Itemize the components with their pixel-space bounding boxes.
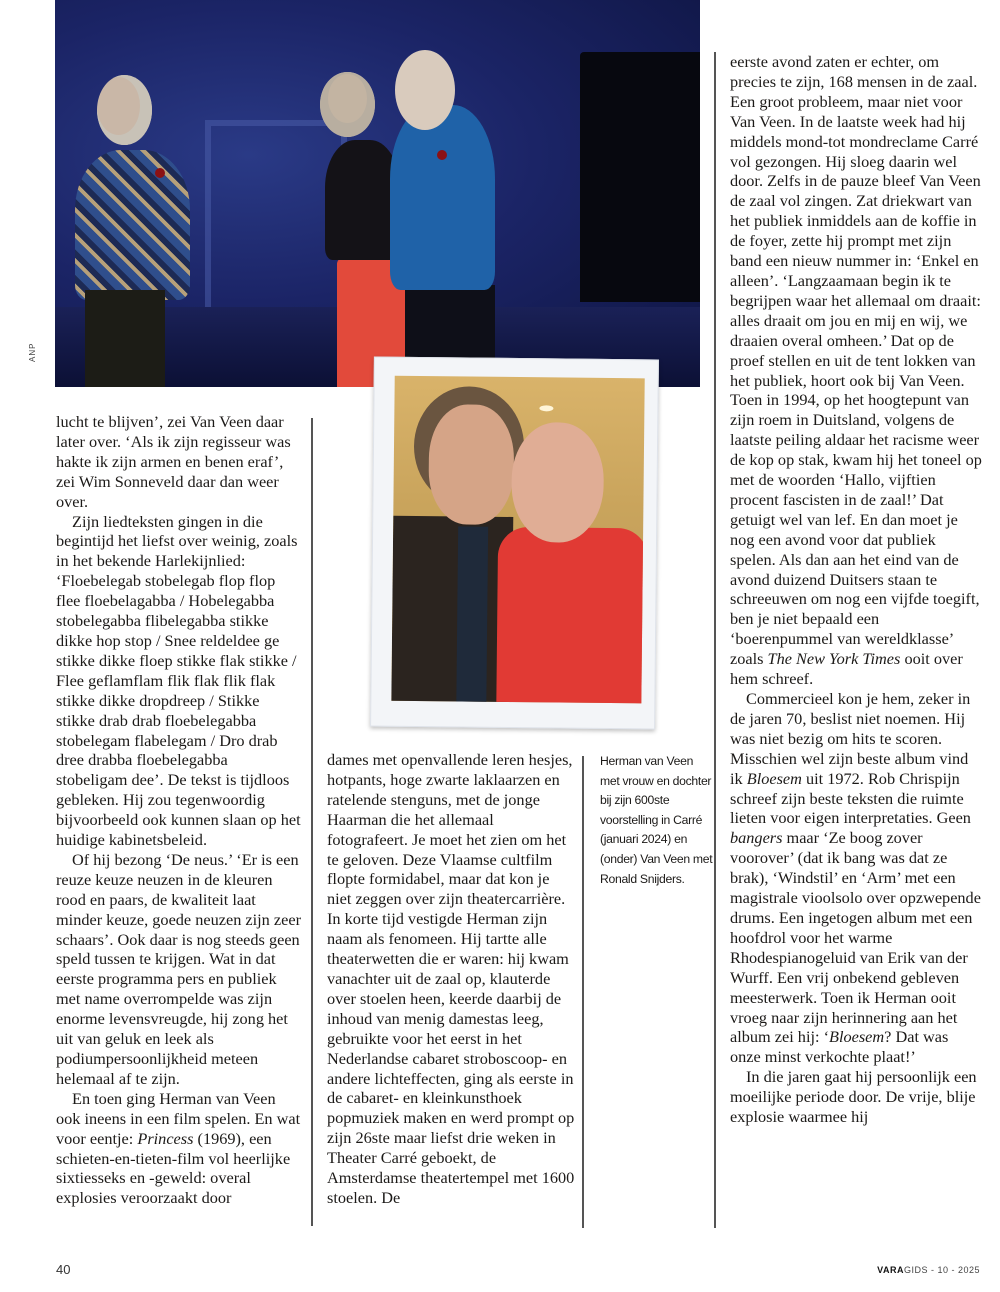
text-run: maar ‘Ze boog zover voorover’ (dat ik bang was dat ze brak), ‘Windstil’ en ‘Arm’ met een magistrale vioolsolo over opzwepende drums. Een ingetogen album met een hoofdrol voor het warme Rhodespianogeluid van Erik van der Wurff. Een vrij onbekend gebleven meesterwerk. Toen ik Herman ooit vroeg naar zijn herinnering aan het album zei hij: ‘: [730, 828, 981, 1047]
ceiling-light: [539, 405, 553, 411]
article-column-2: [327, 750, 577, 1208]
issue-info: - 10 - 2025: [927, 1265, 980, 1275]
snijders-face: [428, 404, 514, 525]
article-column-3: [730, 52, 982, 1127]
polaroid-photo: [370, 357, 659, 730]
film-title: Princess: [137, 1128, 194, 1148]
text-run: ooit over hem schreef.: [730, 649, 963, 689]
paragraph: lucht te blijven’, zei Van Veen daar later over. ‘Als ik zijn regisseur was hakte ik zijn armen en benen eraf’, zei Wim Sonneveld daar dan weer over.: [56, 412, 291, 511]
rose-icon: [155, 168, 165, 178]
van-veen-red-shirt: [496, 527, 644, 704]
text-run: eerste avond zaten er echter, om precies te zijn, 168 mensen in de zaal. Een groot probleem, maar niet voor Van Veen. In de laatste week had hij middels mond-tot mondreclame Carré vol gezongen. Hij sloeg daarin wel door. Zelfs in de pauze bleef Van Veen de zaal vol zingen. Zat driekwart van het publiek inmiddels aan de koffie in de foyer, zette hij prompt met zijn band een nieuw nummer in: ‘Enkel en alleen’. ‘Langzaamaan begin ik te begrijpen waar het allemaal om draait: alles draait om jou en mij en wij, we draaien overal omheen.’ Dat op de proef stellen en uit de tent lokken van het publiek, hoort ook bij Van Veen. Toen in 1994, op het hoogtepunt van zijn roem in Duitsland, volgens de laatste peiling aldaar het racisme weer de kop op stak, kwam hij het toneel op met de woorden ‘Hallo, vijftien procent fascisten in de zaal!’ Dat getuigt wel van lef. En dan moet je nog een avond voor dat publiek spelen. Als dan aan het eind van de avond duizend Duitsers staan te schreeuwen om nog een vijfde toegift, ben je niet bepaald een ‘boerenpummel van wereldklasse’ zoals: [730, 52, 982, 669]
snijders-shirt: [456, 526, 488, 703]
wife-head: [320, 72, 375, 137]
daughter-figure: [75, 150, 190, 300]
photo-credit: ANP: [28, 342, 37, 362]
column-divider: [311, 418, 313, 1226]
text-run: (1969), een schieten-en-tieten-film vol heerlijke sixtiesseks en -geweld: overal explosies veroorzaakt door: [56, 1128, 291, 1208]
paragraph: dames met openvallende leren hesjes, hotpants, hoge zwarte laklaarzen en ratelende stenguns, met de jonge Haarman die het allemaal fotografeert. Je moet het zien om het te geloven. Deze Vlaamse cultfilm flopte formidabel, maar dat kon je niet zeggen over zijn theatercarrière. In korte tijd vestigde Herman zijn naam als fenomeen. Hij tartte alle theaterwetten die er waren: hij kwam vanachter uit de zaal op, klauterde over stoelen heen, keerde daarbij de inhoud van menig damestas leeg, gebruikte voor het eerst in het Nederlandse cabaret stroboscoop- en andere lichteffecten, ging als eerste in de cabaret- en kleinkunsthoek popmuziek maken en werd prompt op zijn 26ste maar liefst drie weken in Theater Carré geboekt, de Amsterdamse theatertempel met 1600 stoelen. De: [327, 750, 575, 1207]
text-run: Commercieel kon je hem, zeker in de jaren 70, beslist niet noemen. Hij was niet bezig om hits te scoren. Misschien wel zijn beste album vind ik: [730, 689, 971, 788]
daughter-head: [97, 75, 152, 145]
snijders-body: [391, 516, 513, 704]
photo-caption: Herman van Veen met vrouw en dochter bij zijn 600ste voorstelling in Carré (januari 2024) en (onder) Van Veen met Ronald Snijders.: [600, 754, 713, 886]
text-run: ? Dat was onze minst verkochte plaat!’: [730, 1027, 949, 1067]
magazine-brand: VARA: [877, 1265, 904, 1275]
magazine-footer: [877, 1265, 980, 1275]
daughter-legs: [85, 290, 165, 387]
column-divider: [714, 52, 716, 1228]
text-run: uit 1972. Rob Chrispijn schreef zijn beste teksten die ruimte lieten voor eigen interpretaties. Geen: [730, 768, 971, 828]
paragraph: [730, 689, 982, 1067]
paragraph: [56, 1089, 302, 1208]
van-veen-face: [511, 422, 604, 543]
herman-figure: [390, 105, 495, 290]
article-column-1: [56, 412, 302, 1208]
emphasis: bangers: [730, 828, 783, 848]
rose-icon: [437, 150, 447, 160]
text-run: En toen ging Herman van Veen ook ineens in een film spelen. En wat voor eentje:: [56, 1088, 301, 1148]
column-divider: [582, 756, 584, 1228]
polaroid-image: [391, 376, 644, 704]
stage-photo: [55, 0, 700, 387]
herman-head: [395, 50, 455, 130]
album-title: Bloesem: [746, 768, 802, 788]
album-title: Bloesem: [829, 1027, 885, 1047]
paragraph: Of hij bezong ‘De neus.’ ‘Er is een reuze keuze neuzen in de kleuren rood en paars, de kwaliteit laat minder keuze, goede neuzen zijn zeer schaars’. Ook daar is nog steeds geen speld tussen te krijgen. Wat in dat eerste programma pers en publiek met name overrompelde was zijn enorme levensvreugde, hij zong het uit van geluk en leek als podiumpersoonlijkheid meteen helemaal af te zijn.: [56, 849, 301, 1088]
paragraph: Zijn liedteksten gingen in die begintijd het liefst over weinig, zoals in het bekende Harlekijnlied: ‘Floebelegab stobelegab flop flop flee floebelagabba / Hobelegabba stobelegabba flibelegabba stikke dikke hop stop / Snee reldeldee ge stikke dikke floep stikke flak stikke / Flee geflamflam flik flak flik flak stikke dikke dropdreep / Stikke stikke drab drab floebelegabba stobelegam flabelegam / Dro drab dree drabba floebelegabba stobeligam dee’. De tekst is tijdloos gebleken. Hij zou tegenwoordig bijvoorbeeld ook kunnen slaan op het huidige kabinetsbeleid.: [56, 511, 301, 850]
paragraph: In die jaren gaat hij persoonlijk een moeilijke periode door. De vrije, blije explosie waarmee hij: [730, 1067, 977, 1127]
paragraph: [730, 52, 982, 689]
magazine-name: GIDS: [903, 1265, 928, 1275]
grand-piano: [580, 52, 700, 302]
wife-figure: [325, 140, 400, 260]
page-number: 40: [56, 1262, 71, 1277]
publication-title: The New York Times: [767, 649, 901, 669]
